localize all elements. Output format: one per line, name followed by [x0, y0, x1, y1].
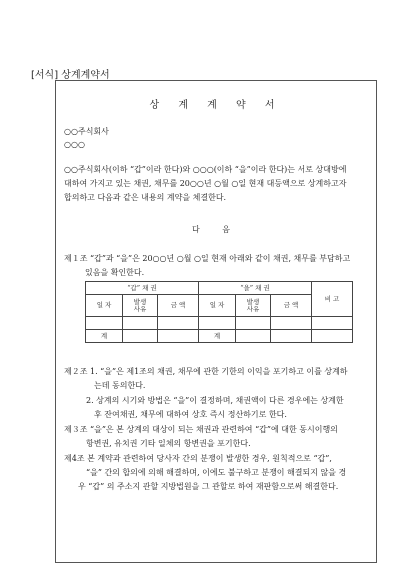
article-3-line-1: 제３조 “을”은 본 상계의 대상이 되는 채권과 관련하여 “갑”에 대한 동시이행의 — [64, 425, 338, 434]
eul-date-header: 일 자 — [199, 295, 236, 317]
article-2-line-2: 는데 동의한다. — [94, 381, 146, 390]
table-cell — [123, 317, 158, 330]
gap-claims-header: “갑” 채 권 — [86, 282, 199, 295]
article-2-line-1: 제２조 1. “을”은 제1조의 채권, 채무에 관한 기한의 이익을 포기하고 이를 상계하 — [64, 367, 348, 376]
party-2: ○○○ — [64, 140, 85, 149]
intro-line-1: ○○주식회사(이하 “갑”이라 한다)와 ○○○(이하 “을”이라 한다)는 서로 상대방에 — [64, 165, 347, 174]
claims-table — [85, 281, 353, 343]
document-title: 상 계 계 약 서 — [149, 100, 283, 111]
contract-document — [55, 80, 377, 563]
article-4-line-3: 우 “갑” 의 주소지 관할 지방법원을 그 관할로 하여 재판함으로써 해결한다. — [78, 482, 339, 491]
section-heading: 다 음 — [192, 225, 240, 234]
gap-cause-header: 발생 사유 — [123, 295, 158, 317]
party-1: ○○주식회사 — [64, 127, 109, 136]
table-cell — [158, 317, 199, 330]
eul-amount-header: 금 액 — [271, 295, 312, 317]
gap-date-header: 일 자 — [86, 295, 123, 317]
table-cell — [86, 317, 123, 330]
article-3-line-2: 항변권, 유치권 기타 일체의 항변권을 포기한다. — [86, 439, 251, 448]
gap-total-label: 계 — [86, 330, 123, 343]
table-cell — [123, 330, 158, 343]
table-cell — [199, 317, 236, 330]
table-cell — [236, 317, 271, 330]
table-cell — [312, 330, 353, 343]
gap-amount-header: 금 액 — [158, 295, 199, 317]
intro-line-3: 합의하고 다음과 같은 내용의 계약을 체결한다. — [64, 193, 227, 202]
remarks-header: 비 고 — [312, 282, 353, 317]
article-4-line-1: 제4조 본 계약과 관련하여 당사자 간의 분쟁이 발생한 경우, 원칙적으로 “갑”, — [64, 454, 332, 463]
eul-total-label: 계 — [199, 330, 236, 343]
article-4-line-2: “을” 간의 합의에 의해 해결하며, 이에도 불구하고 분쟁이 해결되지 않을 경 — [86, 468, 347, 477]
document-type-tag: [서식] 상계계약서 — [31, 70, 110, 81]
article-2-line-4: 후 잔여채권, 채무에 대하여 상호 즉시 정산하기로 한다. — [94, 410, 287, 419]
table-cell — [236, 330, 271, 343]
intro-line-2: 대하여 가지고 있는 채권, 채무를 20○○년 ○월 ○일 현재 대등액으로 상계하고자 — [64, 179, 347, 188]
table-cell — [271, 317, 312, 330]
eul-claims-header: “을” 채 권 — [199, 282, 312, 295]
eul-cause-header: 발생 사유 — [236, 295, 271, 317]
article-1-line-2: 있음을 확인한다. — [85, 268, 145, 277]
table-cell — [158, 330, 199, 343]
table-cell — [271, 330, 312, 343]
article-1-line-1: 제１조 “갑”과 “을”은 20○○년 ○월 ○일 현재 아래와 같이 채권, 채무를 부담하고 — [64, 254, 351, 263]
article-2-line-3: 2. 상계의 시기와 방법은 “을”이 결정하며, 채권액이 다른 경우에는 상계한 — [86, 396, 344, 405]
table-cell — [312, 317, 353, 330]
